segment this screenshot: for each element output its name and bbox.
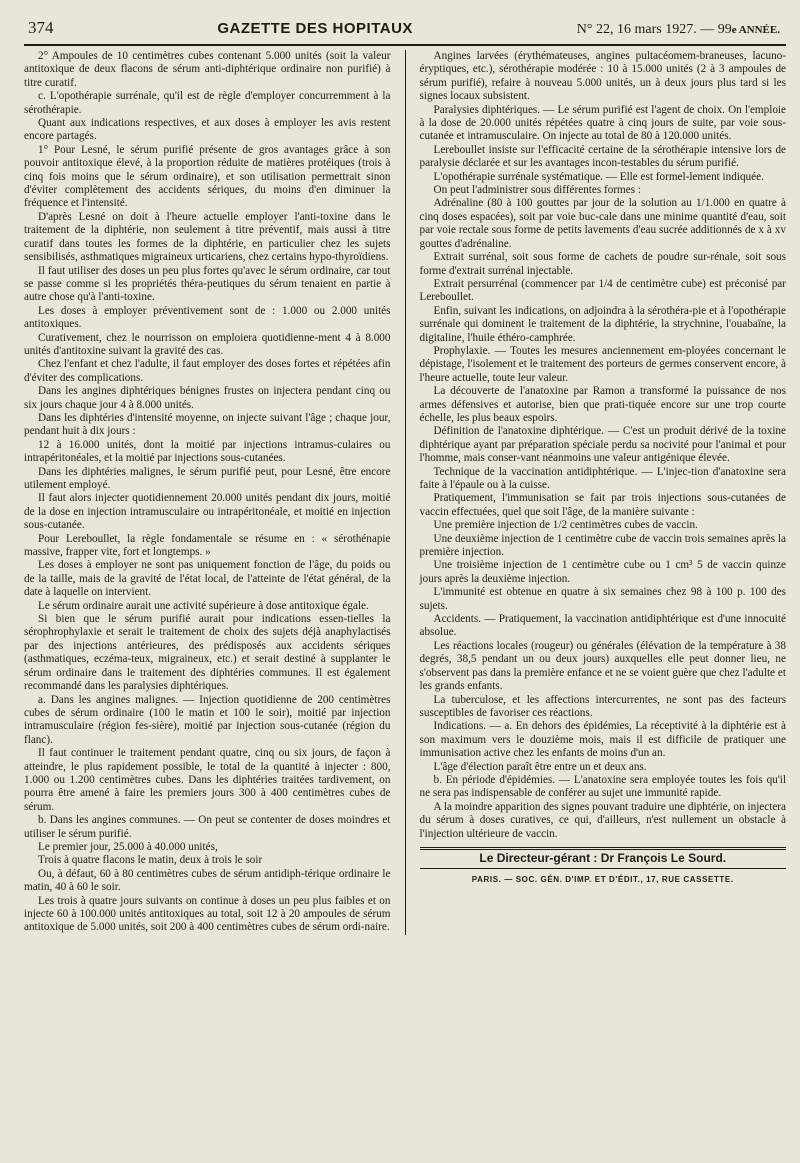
paragraph: Extrait surrénal, soit sous forme de cachets de poudre sur-rénale, soit sous forme d'extrait surrénal injectable. bbox=[419, 251, 786, 277]
paragraph: Lereboullet insiste sur l'efficacité certaine de la sérothérapie intensive lors de paralysie déclarée et sur les avantages incon-testables du sérum purifié. bbox=[419, 143, 786, 170]
paragraph: Accidents. — Pratiquement, la vaccination antidiphtérique est d'une innocuité absolue. bbox=[419, 613, 786, 639]
paragraph: b. En période d'épidémies. — L'anatoxine sera employée toutes les fois qu'il ne sera pas indispensable de conférer au sujet une immunité rapide. bbox=[419, 773, 786, 800]
paragraph: Pour Lereboullet, la règle fondamentale se résume en : « sérothénapie massive, frapper vite, fort et longtemps. » bbox=[24, 532, 391, 559]
paragraph: Dans les angines diphtériques bénignes frustes on injectera pendant cinq ou six jours chaque jour 4 à 8.000 unités. bbox=[24, 385, 391, 411]
paragraph: La découverte de l'anatoxine par Ramon a transformé la puissance de nos armes défensives et autorise, bien que prati-tiquée encore sur une trop courte échelle, les plus beaux espoirs. bbox=[419, 385, 786, 424]
right-column bbox=[420, 50, 787, 935]
paragraph: Une deuxième injection de 1 centimètre cube de vaccin trois semaines après la première injection. bbox=[419, 532, 786, 559]
paragraph: 1° Pour Lesné, le sérum purifié présente de gros avantages grâce à son pouvoir antitoxique élevé, à la proportion réduite de matières protéiques (trois à cinq fois moins que le sérum ordinaire), et son utilisation permettrait sinon d'éviter complètement des accidents sériques, du moins d'en diminuer la fréquence et l'intensité. bbox=[24, 143, 391, 210]
paragraph: 12 à 16.000 unités, dont la moitié par injections intramus-culaires ou intrapéritonéales, et la moitié par injections sous-cutanées. bbox=[24, 438, 391, 465]
paragraph: Curativement, chez le nourrisson on emploiera quotidienne-ment 4 à 8.000 unités d'antitoxine suivant la gravité des cas. bbox=[24, 331, 391, 357]
paragraph: Chez l'enfant et chez l'adulte, il faut employer des doses fortes et répétées afin d'éviter des complications. bbox=[24, 358, 391, 384]
left-column bbox=[24, 50, 391, 935]
paragraph: Angines larvées (érythémateuses, angines pultacéomem-braneuses, lacuno-éryptiques, etc.), sérothérapie modérée : 10 à 15.000 unités (2 à 3 ampoules de sérum purifié), refaire à nouveau 5.000 unités, un à deux jours plus tard si les signes locaux subsistent. bbox=[419, 50, 786, 103]
paragraph: b. Dans les angines communes. — On peut se contenter de doses moindres et utiliser le sérum purifié. bbox=[24, 814, 391, 840]
paragraph: Si bien que le sérum purifié aurait pour indications essen-tielles la sérophrophylaxie et serait le traitement de choix des sujets déjà anaphylactisés par des injections antérieures, des prédisposés aux accidents sériques (asthmatiques, eczéma-teux, migraineux, etc.) et serait destiné à supplanter le sérum ordinaire dans le traitement des diphtéries communes. Il est également recommandé dans les paralysies diphtériques. bbox=[24, 613, 391, 693]
page-number: 374 bbox=[28, 18, 54, 37]
paragraph: Il faut alors injecter quotidiennement 20.000 unités pendant dix jours, moitié de la dose en injection intramusculaire ou intrapéritonéale, et moitié en injection sous-cutanée. bbox=[24, 492, 391, 532]
right-column-body bbox=[420, 50, 787, 841]
director-signature: Le Directeur-gérant : Dr François Le Sourd. bbox=[420, 847, 787, 869]
paragraph: Adrénaline (80 à 100 gouttes par jour de la solution au 1/1.000 en quatre à cinq doses espacées), soit par voie buc-cale dans une minime quantité d'eau, soit par voie rectale sous forme de petits lavements d'eau sucrée additionnés de x à xv gouttes d'adrénaline. bbox=[419, 197, 786, 250]
paragraph: Dans les diphtéries malignes, le sérum purifié peut, pour Lesné, être encore utilement employé. bbox=[24, 465, 391, 491]
paragraph: Il faut continuer le traitement pendant quatre, cinq ou six jours, de façon à atteindre, le plus rapidement possible, le total de la quantité à injecter : 800, 1.000 ou 1.200 centimètres cubes. Dans les diphtéries traitées tardivement, on pourra être amené à faire les premiers jours 300 à 400 centimètres cubes de sérum. bbox=[24, 747, 391, 813]
paragraph: Une première injection de 1/2 centimètres cubes de vaccin. bbox=[433, 519, 698, 532]
issue-info bbox=[577, 22, 780, 38]
paragraph: Les réactions locales (rougeur) ou générales (élévation de la température à 38 degrés, 38,5 pendant un ou deux jours) auxquelles elle peut donner lieu, ne s'observent pas dans la première enfance et ne se voient guère que chez l'adulte et les grands enfants. bbox=[419, 639, 786, 693]
paragraph: Les trois à quatre jours suivants on continue à doses un peu plus faibles et on injecte 60 à 100.000 unités antitoxiques au total, soit 12 à 20 ampoules de sérum antitoxique de 5.000 unités, soit 200 à 400 centimètres cubes de sérum ordi-naire. bbox=[24, 894, 391, 934]
paragraph: A la moindre apparition des signes pouvant traduire une diphtérie, on injectera du sérum à doses curatives, ce qui, d'ailleurs, n'est nullement un obstacle à l'injection ultérieure de vaccin. bbox=[419, 800, 786, 840]
paragraph: Indications. — a. En dehors des épidémies, La réceptivité à la diphtérie est à son maximum vers le douzième mois, mais il est difficile de pratiquer une immunisation active chez les enfants de moins d'un an. bbox=[419, 720, 786, 760]
paragraph: La tuberculose, et les affections intercurrentes, ne sont pas des facteurs susceptibles de favoriser ces réactions. bbox=[419, 693, 786, 719]
column-divider bbox=[405, 50, 406, 935]
paragraph: Les doses à employer préventivement sont de : 1.000 ou 2.000 unités antitoxiques. bbox=[24, 304, 391, 331]
article-columns bbox=[24, 50, 786, 935]
paragraph: Trois à quatre flacons le matin, deux à trois le soir bbox=[38, 854, 263, 867]
paragraph: Pratiquement, l'immunisation se fait par trois injections sous-cutanées de vaccin effectuées, quel que soit l'âge, de la manière suivante : bbox=[419, 492, 786, 518]
paragraph: Les doses à employer ne sont pas uniquement fonction de l'âge, du poids ou de la taille, mais de la gravité de l'état local, de l'atteinte de l'état général, de la date à laquelle on intervient. bbox=[24, 559, 391, 599]
paragraph: L'immunité est obtenue en quatre à six semaines chez 98 à 100 p. 100 des sujets. bbox=[419, 586, 786, 612]
paragraph: Prophylaxie. — Toutes les mesures anciennement em-ployées concernant le dépistage, l'isolement et le traitement des porteurs de germes conservent encore, à l'heure actuelle, toute leur valeur. bbox=[419, 344, 786, 384]
paragraph: Une troisième injection de 1 centimètre cube ou 1 cm³ 5 de vaccin quinze jours après la deuxième injection. bbox=[419, 559, 786, 585]
issue-date: N° 22, 16 mars 1927. — 99 bbox=[576, 22, 732, 37]
paragraph: Dans les diphtéries d'intensité moyenne, on injecte suivant l'âge ; chaque jour, pendant huit à dix jours : bbox=[24, 411, 391, 438]
page-header bbox=[24, 18, 786, 44]
printer-line: PARIS. — SOC. GÉN. D'IMP. ET D'ÉDIT., 17, RUE CASSETTE. bbox=[471, 875, 734, 885]
paragraph: D'après Lesné on doit à l'heure actuelle employer l'anti-toxine dans le traitement de la diphtérie, non seulement à titre préventif, mais aussi à titre curatif dans toutes les formes de la diphtérie, en particulier chez les sujets sensibilisés, asthmatiques migraineux urticariens, chez certains hypo-thyroïdiens. bbox=[24, 210, 391, 264]
journal-title: GAZETTE DES HOPITAUX bbox=[217, 20, 413, 37]
paragraph: L'âge d'élection paraît être entre un et deux ans. bbox=[433, 760, 647, 773]
header-rule bbox=[24, 44, 786, 46]
paragraph: Le sérum ordinaire aurait une activité supérieure à dose antitoxique égale. bbox=[38, 599, 369, 612]
paragraph: 2° Ampoules de 10 centimètres cubes contenant 5.000 unités (soit la valeur antitoxique de deux flacons de sérum anti-diphtérique ordinaire non purifié) à titre curatif. bbox=[24, 50, 391, 89]
paragraph: Technique de la vaccination antidiphtérique. — L'injec-tion d'anatoxine sera faite à l'épaule ou à la cuisse. bbox=[419, 465, 786, 491]
paragraph: Quant aux indications respectives, et aux doses à employer les avis restent encore partagés. bbox=[24, 117, 391, 143]
paragraph: Définition de l'anatoxine diphtérique. — C'est un produit dérivé de la toxine diphtérique ayant par préparation spéciale perdu sa nocivité pour l'animal et pour l'homme, mais conser-vant néanmoins une valeur antigénique élevée. bbox=[419, 425, 786, 465]
paragraph: Enfin, suivant les indications, on adjoindra à la sérothéra-pie et à l'opothérapie surrénale qui dominent le traitement de la diphtérie, la strychnine, l'ouabaïne, la digitaline, l'huile éthéro-camphrée. bbox=[419, 304, 786, 344]
paragraph: Le premier jour, 25.000 à 40.000 unités, bbox=[38, 840, 218, 853]
paragraph: L'opothérapie surrénale systématique. — Elle est formel-lement indiquée. bbox=[433, 170, 764, 183]
paragraph: Extrait persurrénal (commencer par 1/4 de centimètre cube) est préconisé par Lereboullet. bbox=[419, 277, 786, 304]
issue-suffix: e ANNÉE. bbox=[731, 24, 780, 36]
paragraph: a. Dans les angines malignes. — Injection quotidienne de 200 centimètres cubes de sérum ordinaire (100 le matin et 100 le soir), moitié par injection intramusculaire (région fes-sière), moitié par injection sous-cutanée (région du flanc). bbox=[24, 693, 391, 746]
paragraph: Paralysies diphtériques. — Le sérum purifié est l'agent de choix. On l'emploie à la dose de 20.000 unités répétées quatre à cinq jours de suite, par voie sous-cutanée et intramusculaire. On injecte au total de 80 à 120.000 unités. bbox=[419, 103, 786, 143]
paragraph: c. L'opothérapie surrénale, qu'il est de règle d'employer concurremment à la sérothérapie. bbox=[24, 90, 391, 116]
paragraph: On peut l'administrer sous différentes formes : bbox=[433, 184, 641, 197]
paragraph: Il faut utiliser des doses un peu plus fortes qu'avec le sérum ordinaire, car tout se passe comme si les propriétés théra-peutiques du sérum tenaient en partie à autre chose qu'à l'anti-toxine. bbox=[24, 264, 391, 304]
paragraph: Ou, à défaut, 60 à 80 centimètres cubes de sérum antidiph-térique ordinaire le matin, 40 à 60 le soir. bbox=[24, 867, 391, 894]
